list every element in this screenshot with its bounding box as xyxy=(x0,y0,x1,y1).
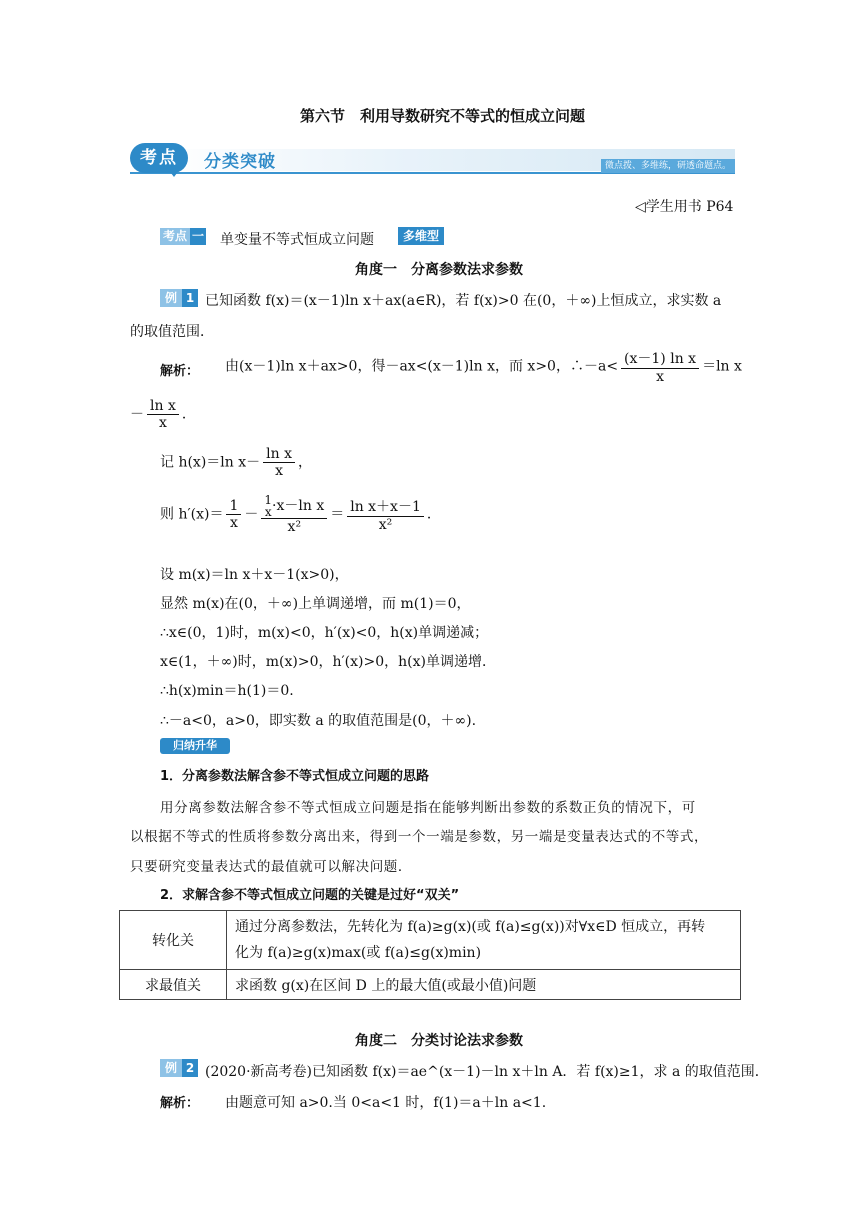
fraction-numerator: 1 xyxy=(226,498,241,515)
table-cell-head: 转化关 xyxy=(120,911,227,970)
equals-sign: ＝ xyxy=(330,506,345,523)
solution1-line1 xyxy=(225,348,742,385)
summary-badge: 归纳升华 xyxy=(160,738,230,754)
period: ． xyxy=(181,406,196,423)
angle1-heading: 角度一 分离参数法求参数 xyxy=(355,262,523,278)
fraction-numerator xyxy=(261,494,327,519)
kaodian-title: 单变量不等式恒成立问题 xyxy=(220,232,374,248)
table-row xyxy=(120,970,741,1000)
inner-numerator: 1 xyxy=(264,493,273,507)
solution1-line2 xyxy=(130,398,196,431)
example-label: 例 xyxy=(160,289,182,307)
fraction-numerator: ln x xyxy=(147,398,179,415)
fraction xyxy=(261,494,327,535)
example-label: 例 xyxy=(160,1059,182,1077)
solution1-line7: ∴x∈(0，1)时，m(x)<0，h′(x)<0，h(x)单调递减； xyxy=(160,625,489,641)
solution1-line4 xyxy=(160,494,441,535)
book-reference: ◁学生用书 P64 xyxy=(635,199,734,215)
solution2-label: 解析： xyxy=(160,1096,200,1111)
solution1-line8: x∈(1，＋∞)时，m(x)>0，h′(x)>0，h(x)单调递增． xyxy=(160,654,496,670)
solution1-line4-pre: 则 h′(x)＝ xyxy=(160,506,224,523)
banner-tag: 微点拨、多维练，研透命题点。 xyxy=(601,159,735,173)
double-pass-table xyxy=(119,910,741,1000)
kaodian-number: 一 xyxy=(191,229,204,243)
minus-sign: － xyxy=(130,406,144,423)
fraction-numerator: ln x xyxy=(263,446,295,463)
fraction xyxy=(347,496,424,533)
fraction-denominator: x² xyxy=(287,519,302,535)
summary-paragraph-line1: 用分离参数法解含参不等式恒成立问题是指在能够判断出参数的系数正负的情况下，可 xyxy=(160,800,696,816)
summary-heading1: 1．分离参数法解含参不等式恒成立问题的思路 xyxy=(160,769,430,784)
numerator-rest: ·x－ln x xyxy=(272,498,325,514)
solution1-line1-pre: 由(x－1)ln x＋ax>0，得－ax<(x－1)ln x，而 x>0，∴－a< xyxy=(225,358,619,375)
minus-sign: － xyxy=(244,506,259,523)
table-cell-line: 化为 f(a)≥g(x)max(或 f(a)≤g(x)min) xyxy=(235,945,482,961)
fraction xyxy=(226,498,241,531)
example1-badge xyxy=(160,289,198,307)
fraction-numerator: ln x＋x－1 xyxy=(347,496,424,517)
fraction-denominator: x xyxy=(229,515,238,531)
solution2-text: 由题意可知 a>0.当 0<a<1 时，f(1)＝a＋ln a<1. xyxy=(225,1095,547,1111)
summary-paragraph-line2: 以根据不等式的性质将参数分离出来，得到一个一端是参数，另一端是变量表达式的不等式， xyxy=(130,829,709,845)
section-title: 第六节 利用导数研究不等式的恒成立问题 xyxy=(300,107,586,125)
solution1-line6: 显然 m(x)在(0，＋∞)上单调递增，而 m(1)＝0， xyxy=(160,596,471,612)
fraction-denominator: x xyxy=(656,369,665,385)
table-cell-head: 求最值关 xyxy=(120,970,227,1000)
kaodian-label: 考点 xyxy=(160,228,190,245)
solution1-line10: ∴－a<0，a>0，即实数 a 的取值范围是(0，＋∞). xyxy=(160,713,477,729)
example-number: 2 xyxy=(182,1059,198,1077)
example1-line1: 已知函数 f(x)＝(x－1)ln x＋ax(a∈R)，若 f(x)>0 在(0，＋∞)上恒成立，求实数 a xyxy=(205,293,722,309)
table-cell-body: 求函数 g(x)在区间 D 上的最大值(或最小值)问题 xyxy=(227,970,741,1000)
banner-title: 分类突破 xyxy=(204,152,276,172)
example-number: 1 xyxy=(182,289,198,307)
inner-fraction xyxy=(264,494,272,518)
table-cell-body xyxy=(227,911,741,970)
banner-badge: 考点 xyxy=(130,143,188,173)
solution1-line3 xyxy=(160,446,312,479)
solution1-line9: ∴h(x)min＝h(1)＝0. xyxy=(160,683,294,699)
solution1-label: 解析： xyxy=(160,364,200,379)
fraction xyxy=(147,398,179,431)
period: ． xyxy=(426,506,441,523)
solution1-line5: 设 m(x)＝ln x＋x－1(x>0)， xyxy=(160,567,349,583)
kaodian-badge xyxy=(160,228,206,245)
fraction-denominator: x² xyxy=(378,517,393,533)
solution1-line1-post: ＝ln x xyxy=(702,358,742,375)
example1-line2: 的取值范围． xyxy=(130,324,214,340)
fraction xyxy=(621,348,699,385)
fraction-denominator: x xyxy=(275,463,284,479)
table-row xyxy=(120,911,741,970)
fraction xyxy=(263,446,295,479)
multi-type-badge: 多维型 xyxy=(398,227,444,245)
example2-text: (2020·新高考卷)已知函数 f(x)＝ae^(x－1)－ln x＋ln A．若 f(x)≥1，求 a 的取值范围． xyxy=(205,1064,769,1080)
comma: ， xyxy=(297,454,312,471)
table-cell-line: 通过分离参数法，先转化为 f(a)≥g(x)(或 f(a)≤g(x))对∀x∈D 恒成立，再转 xyxy=(235,919,706,935)
fraction-denominator: x xyxy=(158,415,167,431)
example2-badge xyxy=(160,1059,198,1077)
category-banner xyxy=(130,143,735,177)
summary-paragraph-line3: 只要研究变量表达式的最值就可以解决问题． xyxy=(130,859,412,875)
solution1-line3-pre: 记 h(x)＝ln x－ xyxy=(160,454,261,471)
inner-denominator: x xyxy=(264,505,272,519)
summary-heading2: 2．求解含参不等式恒成立问题的关键是过好“双关” xyxy=(160,888,460,903)
fraction-numerator: (x－1) ln x xyxy=(621,348,699,369)
angle2-heading: 角度二 分类讨论法求参数 xyxy=(355,1033,523,1049)
